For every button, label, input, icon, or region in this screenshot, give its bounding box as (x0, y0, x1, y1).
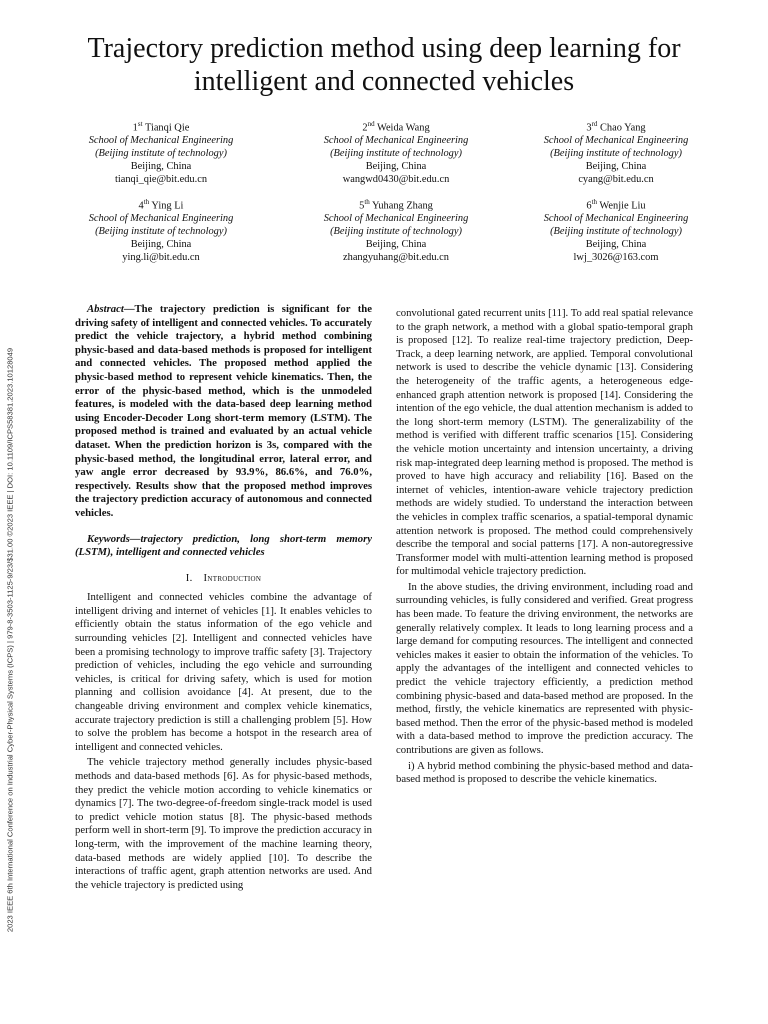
author-4 (46, 196, 276, 264)
author-school: School of Mechanical Engineering (323, 213, 469, 225)
author-school: School of Mechanical Engineering (88, 135, 234, 147)
author-location: Beijing, China (585, 239, 647, 251)
author-location: Beijing, China (365, 161, 427, 173)
author-school: School of Mechanical Engineering (543, 213, 689, 225)
author-institute: (Beijing institute of technology) (95, 226, 227, 238)
author-5 (281, 196, 511, 264)
paragraph: In the above studies, the driving environment, including road and surrounding vehicles, is fully considered and verified. Great progress has been made. To feature the driving environment, the networks are generally relatively complex. It leads to long learning process and a large demand for computing resources. The intelligent and connected vehicles makes it easier to obtain the information of the vehicles. To apply the advantages of the intelligent and connected vehicles to predict the vehicle trajectory efficiently, a prediction method combining physic-based and data-based method are proposed. In the method, firstly, the vehicle kinematics are represented with physic-based method. Then the error of the physic-based method is modeled with a data-based method to improve the prediction accuracy. The contributions are given as follows. (396, 580, 693, 756)
author-email: lwj_3026@163.com (573, 252, 659, 264)
author-3 (501, 118, 731, 186)
author-email: tianqi_qie@bit.edu.cn (114, 174, 208, 186)
paragraph: The vehicle trajectory method generally includes physic-based methods and data-based methods [6]. As for physic-based methods, they predict the vehicle motion according to vehicle kinematics or dynamics [7]. The two-degree-of-freedom single-track model is used to predict vehicle motion status [8]. The physic-based methods perform well in short-term [9]. To improve the prediction accuracy in long-term, with the improvement of the machine learning theory, data-based methods are widely applied [10]. To describe the interactions of traffic agent, graph attention networks are used. And the vehicle trajectory is predicted using (75, 756, 372, 891)
author-name: 2nd Weida Wang (362, 120, 430, 134)
author-school: School of Mechanical Engineering (323, 135, 469, 147)
author-location: Beijing, China (585, 161, 647, 173)
author-name: 4th Ying Li (138, 198, 184, 212)
author-school: School of Mechanical Engineering (543, 135, 689, 147)
author-institute: (Beijing institute of technology) (550, 148, 682, 160)
author-name: 1st Tianqi Qie (132, 120, 190, 134)
author-2 (281, 118, 511, 186)
author-institute: (Beijing institute of technology) (330, 148, 462, 160)
paragraph: convolutional gated recurrent units [11]. To add real spatial relevance to the graph network, a method with a global spatio-temporal graph is proposed [12]. To realize real-time trajectory prediction, Deep-Track, a deep learning network, are applied. Temporal convolutional network is used to describe the vehicle dynamic [13]. Considering the heterogeneity of the traffic agents, a heterogeneous edge-enhanced graph attention network is proposed [14]. Considering the intention of the ego vehicle, the dual attention mechanism is added to the long short-term memory (LSTM). The generalizability of the method is verified with different traffic scenarios [15]. Considering the vehicle motion uncertainty and intension uncertainty, a driving risk map-integrated deep learning method is proposed. The method is proved to have high accuracy and reliability [16]. Based on the internet of vehicles, intention-aware vehicle trajectory prediction methods are widely studied. To understand the interaction between the vehicles in complex traffic scenarios, a spatial-temporal dynamic attention network is proposed. The method could comprehensively describe the temporal and social patterns [17]. A non-autoregressive Transformer model with multi-attention learning method is proposed for multimodal vehicle trajectory prediction. (396, 307, 693, 578)
author-email: zhangyuhang@bit.edu.cn (343, 252, 449, 264)
author-institute: (Beijing institute of technology) (550, 226, 682, 238)
right-column (396, 307, 693, 787)
author-email: cyang@bit.edu.cn (578, 174, 654, 186)
author-name: 5th Yuhang Zhang (359, 198, 433, 212)
paragraph: i) A hybrid method combining the physic-based method and data-based method is proposed to describe the vehicle kinematics. (396, 759, 693, 786)
sidebar-text: 2023 IEEE 6th International Conference on Industrial Cyber-Physical Systems (ICPS) | 979-8-3503-1125-9/23/$31.00 ©2023 IEEE | DOI: 10.1109/ICPS58381.2023.10128049 (5, 347, 15, 933)
author-email: ying.li@bit.edu.cn (122, 252, 200, 264)
author-location: Beijing, China (130, 161, 192, 173)
paragraph: Intelligent and connected vehicles combine the advantage of intelligent driving and internet of vehicles [1]. It enables vehicles to efficiently obtain the status information of the ego vehicle and surrounding vehicles [2]. Intelligent and connected vehicles have been a promising technology to improve traffic safety [3]. Trajectory prediction of vehicles, including the ego vehicle and surrounding vehicles, is critical for driving safety, which is used for motion planning and collision avoidance [4]. At present, due to the changeable driving environment and complex vehicle kinematics, accurate trajectory prediction is still a challenging problem [5]. How to solve the problem has become a hotspot in the research area of intelligent and connected vehicles. (75, 591, 372, 753)
author-location: Beijing, China (130, 239, 192, 251)
author-location: Beijing, China (365, 239, 427, 251)
abstract-lead: Abstract (87, 303, 124, 315)
left-column (75, 303, 372, 892)
author-name: 6th Wenjie Liu (586, 198, 646, 212)
abstract-text: —The trajectory prediction is significant for the driving safety of intelligent and connected vehicles. To accurately predict the vehicle trajectory, a hybrid method combining physic-based and data-based methods is proposed for intelligent and connected vehicles. The proposed method applied the physic-based method to represent vehicle kinematics. Then, the error of the physic-based method, which is the unmodeled features, is modeled with the data-based deep learning method using Encoder-Decoder Long short-term memory (LSTM). The proposed method is trained and evaluated by an actual vehicle dataset. When the prediction horizon is 3s, compared with the physic-based method, the longitudinal error, lateral error, and yaw angle error decreased by 93.9%, 86.6%, and 76.0%, respectively. Results show that the proposed method improves the trajectory prediction accuracy of autonomous and connected vehicles. (75, 303, 372, 519)
author-school: School of Mechanical Engineering (88, 213, 234, 225)
keywords: Keywords—trajectory prediction, long short-term memory (LSTM), intelligent and connected vehicles (75, 532, 372, 559)
paper-title: Trajectory prediction method using deep learning for intelligent and connected vehicles (87, 33, 681, 97)
author-6 (501, 196, 731, 264)
section-heading: I. Introduction (185, 571, 262, 584)
author-institute: (Beijing institute of technology) (330, 226, 462, 238)
conference-doi-sidebar (2, 290, 18, 990)
author-email: wangwd0430@bit.edu.cn (342, 174, 450, 186)
author-institute: (Beijing institute of technology) (95, 148, 227, 160)
abstract (75, 303, 372, 521)
author-name: 3rd Chao Yang (586, 120, 646, 134)
author-1 (46, 118, 276, 186)
